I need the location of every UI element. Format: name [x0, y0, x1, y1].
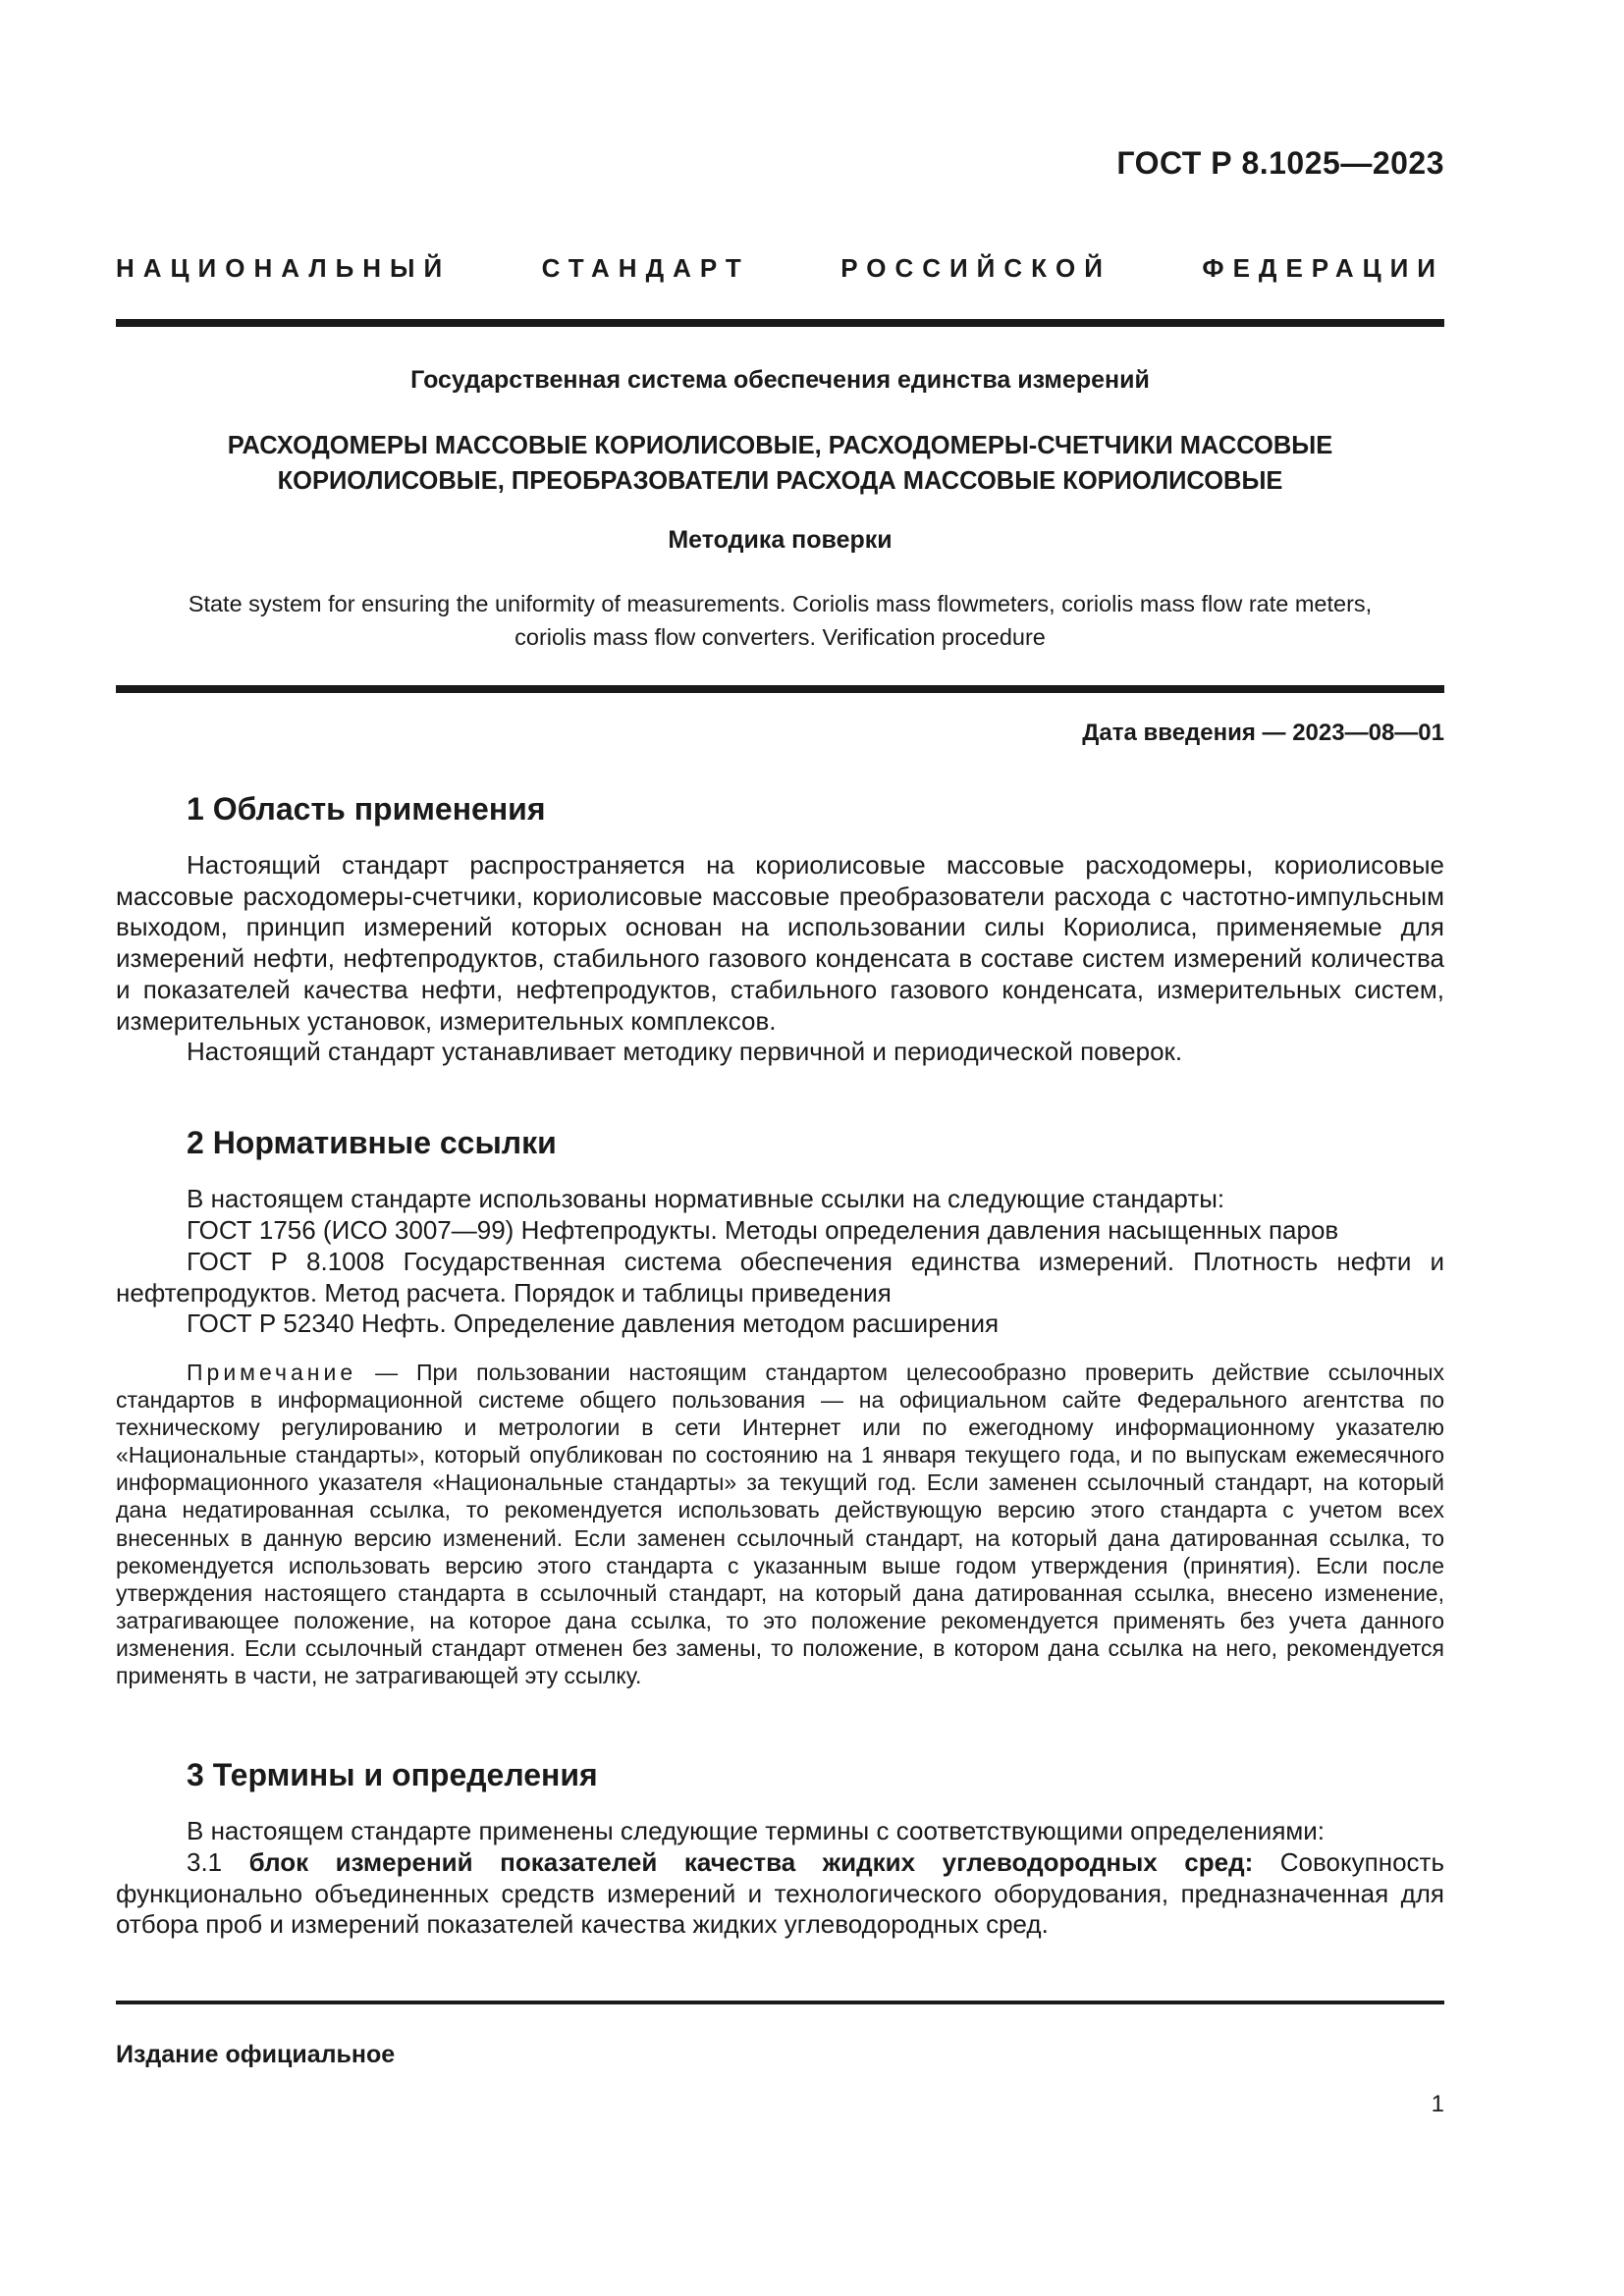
system-title: Государственная система обеспечения единства измерений [410, 366, 1150, 394]
title-block-divider [116, 685, 1444, 693]
english-title-line-2: coriolis mass flow converters. Verification procedure [514, 624, 1046, 650]
page-number: 1 [1431, 2091, 1444, 2117]
document-subtitle: Методика поверки [668, 526, 893, 554]
note-label: Примечание [187, 1360, 357, 1385]
term-3-1 [116, 1847, 1444, 1941]
section-2-note [116, 1359, 1444, 1689]
english-title [116, 587, 1444, 654]
reference-gost-r-52340: ГОСТ Р 52340 Нефть. Определение давления методом расширения [187, 1308, 1000, 1338]
section-2-heading: 2 Нормативные ссылки [187, 1125, 557, 1160]
official-edition-label: Издание официальное [116, 2041, 396, 2068]
footer-divider [116, 2001, 1444, 2004]
note-text: — При пользовании настоящим стандартом целесообразно проверить действие ссылочных стандартов в информационной системе общего пользования — на официальном сайте Федерального агентства по техническому регулированию и метрологии в сети Интернет или по ежегодному информационному указателю «Национальные стандарты», который опубликован по состоянию на 1 января текущего года, и по выпускам ежемесячного информационного указателя «Национальные стандарты» за текущий год. Если заменен ссылочный стандарт, на который дана недатированная ссылка, то рекомендуется использовать действующую версию этого стандарта с учетом всех внесенных в данную версию изменений. Если заменен ссылочный стандарт, на который дана датированная ссылка, то рекомендуется использовать версию этого стандарта с указанным выше годом утверждения (принятия). Если после утверждения настоящего стандарта в ссылочный стандарт, на который дана датированная ссылка, внесено изменение, затрагивающее положение, на которое дана ссылка, то это положение рекомендуется применять без учета данного изменения. Если ссылочный стандарт отменен без замены, то положение, в котором дана ссылка на него, рекомендуется применять в части, не затрагивающей эту ссылку. [116, 1360, 1444, 1689]
english-title-line-1: State system for ensuring the uniformity of measurements. Coriolis mass flowmeters, coriolis mass flow rate meters, [188, 591, 1373, 616]
document-title-line-2: КОРИОЛИСОВЫЕ, ПРЕОБРАЗОВАТЕЛИ РАСХОДА МАССОВЫЕ КОРИОЛИСОВЫЕ [277, 467, 1283, 495]
section-3-heading: 3 Термины и определения [187, 1757, 598, 1792]
section-1-paragraph-1: Настоящий стандарт распространяется на кориолисовые массовые расходомеры, кориолисовые массовые расходомеры-счетчики, кориолисовые массовые преобразователи расхода с частотно-импульсным выходом, принцип измерений которых основан на использовании силы Кориолиса, применяемые для измерений нефти, нефтепродуктов, стабильного газового конденсата в составе систем измерений количества и показателей качества нефти, нефтепродуктов, стабильного газового конденсата, измерительных систем, измерительных установок, измерительных комплексов. [116, 850, 1444, 1036]
term-name: блок измерений показателей качества жидких углеводородных сред: [248, 1847, 1254, 1877]
introduction-date: Дата введения — 2023—08—01 [1082, 720, 1444, 746]
section-2-paragraph-1: В настоящем стандарте использованы нормативные ссылки на следующие стандарты: [187, 1184, 1225, 1213]
section-3-paragraph-1: В настоящем стандарте применены следующие термины с соответствующими определениями: [187, 1816, 1326, 1845]
national-standard-banner: НАЦИОНАЛЬНЫЙ СТАНДАРТ РОССИЙСКОЙ ФЕДЕРАЦИИ [116, 253, 1444, 283]
term-definition: Совокупность функционально объединенных средств измерений и технологического оборудования, предназначенная для отбора проб и измерений показателей качества жидких углеводородных сред. [116, 1847, 1444, 1940]
reference-gost-r-8-1008: ГОСТ Р 8.1008 Государственная система обеспечения единства измерений. Плотность нефти и нефтепродуктов. Метод расчета. Порядок и таблицы приведения [116, 1247, 1444, 1308]
document-title-line-1: РАСХОДОМЕРЫ МАССОВЫЕ КОРИОЛИСОВЫЕ, РАСХОДОМЕРЫ-СЧЕТЧИКИ МАССОВЫЕ [227, 432, 1333, 459]
section-1-paragraph-2: Настоящий стандарт устанавливает методику первичной и периодической поверок. [187, 1037, 1183, 1066]
term-number: 3.1 [187, 1847, 249, 1877]
document-title [116, 428, 1444, 499]
section-1-heading: 1 Область применения [187, 791, 546, 827]
document-number: ГОСТ Р 8.1025—2023 [1116, 145, 1444, 181]
top-divider [116, 319, 1444, 327]
reference-gost-1756: ГОСТ 1756 (ИСО 3007—99) Нефтепродукты. Методы определения давления насыщенных паров [187, 1215, 1339, 1245]
